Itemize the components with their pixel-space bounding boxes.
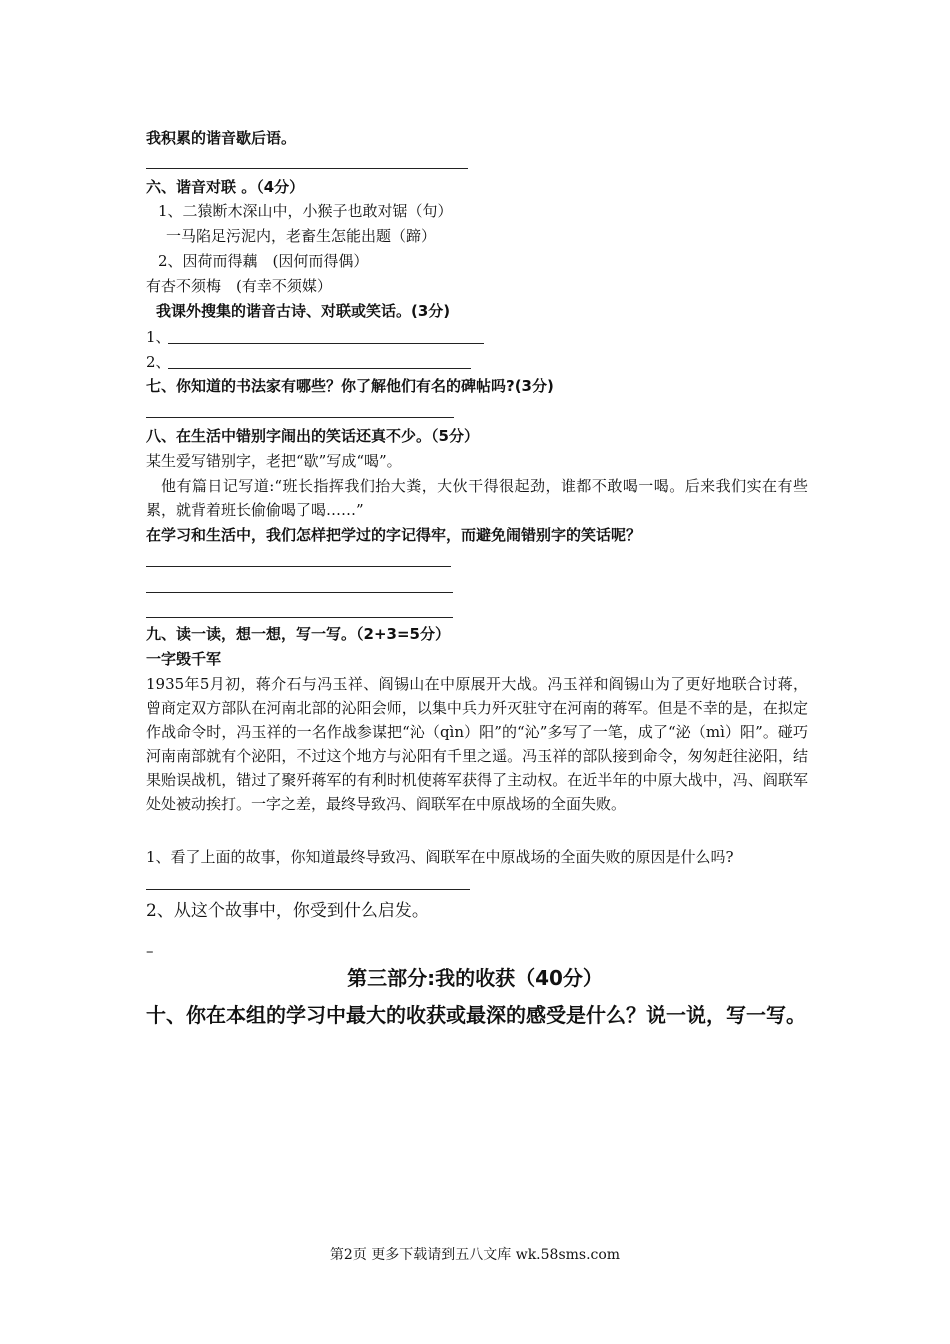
q9-story: 1935年5月初，蒋介石与冯玉祥、阎锡山在中原展开大战。冯玉祥和阎锡山为了更好地联合讨蒋，曾商定双方部队在河南北部的沁阳会师，以集中兵力歼灭驻守在河南的蒋军。但是不幸的是，在拟定作战命令时，冯玉祥的一名作战参谋把“沁（qìn）阳”的“沁”多写了一笔，成了“泌（mì）阳”。碰巧河南南部就有个泌阳，不过这个地方与沁阳有千里之遥。冯玉祥的部队接到命令，匆匆赶往泌阳，结果贻误战机，错过了聚歼蒋军的有利时机使蒋军获得了主动权。在近半年的中原大战中，冯、阎联军处处被动挨打。一字之差，最终导致冯、阎联军在中原战场的全面失败。 bbox=[146, 675, 808, 813]
page-footer: 第2页 更多下载请到五八文库 wk.58sms.com bbox=[329, 1247, 621, 1263]
q8-blank-3[interactable] bbox=[146, 617, 453, 618]
part3-title: 第三部分:我的收获（40分） bbox=[347, 966, 603, 990]
q6-blank-2[interactable] bbox=[168, 368, 471, 369]
q6-blank-1[interactable] bbox=[168, 343, 484, 344]
q9-sub-question-1: 1、看了上面的故事，你知道最终导致冯、阎联军在中原战场的全面失败的原因是什么吗? bbox=[146, 848, 734, 866]
q9-sub-question-2: 2、从这个故事中，你受到什么启发。 bbox=[146, 901, 429, 921]
q8-question: 在学习和生活中，我们怎样把学过的字记得牢，而避免闹错别字的笑话呢？ bbox=[146, 526, 642, 544]
q8-blank-1[interactable] bbox=[146, 566, 451, 567]
stray-mark: – bbox=[146, 942, 154, 960]
q9-story-title: 一字毁千军 bbox=[146, 650, 222, 668]
q6-prompt: 我课外搜集的谐音古诗、对联或笑话。(3分) bbox=[156, 302, 451, 320]
q6-blank-2-label: 2、 bbox=[146, 353, 171, 371]
q8-line-1: 某生爱写错别字，老把“歇”写成“喝”。 bbox=[146, 452, 402, 470]
q6-couplet-2a: 2、因荷而得藕 (因何而得偶） bbox=[158, 252, 369, 270]
q8-title: 八、在生活中错别字闹出的笑话还真不少。（5分） bbox=[146, 427, 479, 445]
q8-blank-2[interactable] bbox=[146, 592, 453, 593]
q6-couplet-1a: 1、二猿断木深山中，小猴子也敢对锯（句） bbox=[158, 202, 453, 220]
q9-title: 九、读一读，想一想，写一写。（2+3=5分） bbox=[146, 625, 450, 643]
q8-story: 他有篇日记写道:“班长指挥我们抬大粪，大伙干得很起劲，谁都不敢喝一喝。后来我们实在有些累，就背着班长偷偷喝了喝……” bbox=[146, 477, 808, 519]
q6-blank-1-label: 1、 bbox=[146, 328, 171, 346]
q6-couplet-2b: 有杏不须梅 (有幸不须媒） bbox=[146, 277, 332, 295]
q6-couplet-1b: 一马陷足污泥内，老畜生怎能出题（蹄） bbox=[166, 227, 437, 245]
q10-prompt: 十、你在本组的学习中最大的收获或最深的感受是什么？说一说，写一写。 bbox=[146, 1003, 806, 1027]
q9-blank[interactable] bbox=[146, 889, 470, 890]
q7-title: 七、你知道的书法家有哪些？你了解他们有名的碑帖吗?(3分) bbox=[146, 377, 554, 395]
q7-blank[interactable] bbox=[146, 417, 454, 418]
answer-blank[interactable] bbox=[146, 168, 468, 169]
q6-title: 六、谐音对联 。（4分） bbox=[146, 178, 305, 196]
accumulated-prompt: 我积累的谐音歇后语。 bbox=[146, 129, 297, 147]
